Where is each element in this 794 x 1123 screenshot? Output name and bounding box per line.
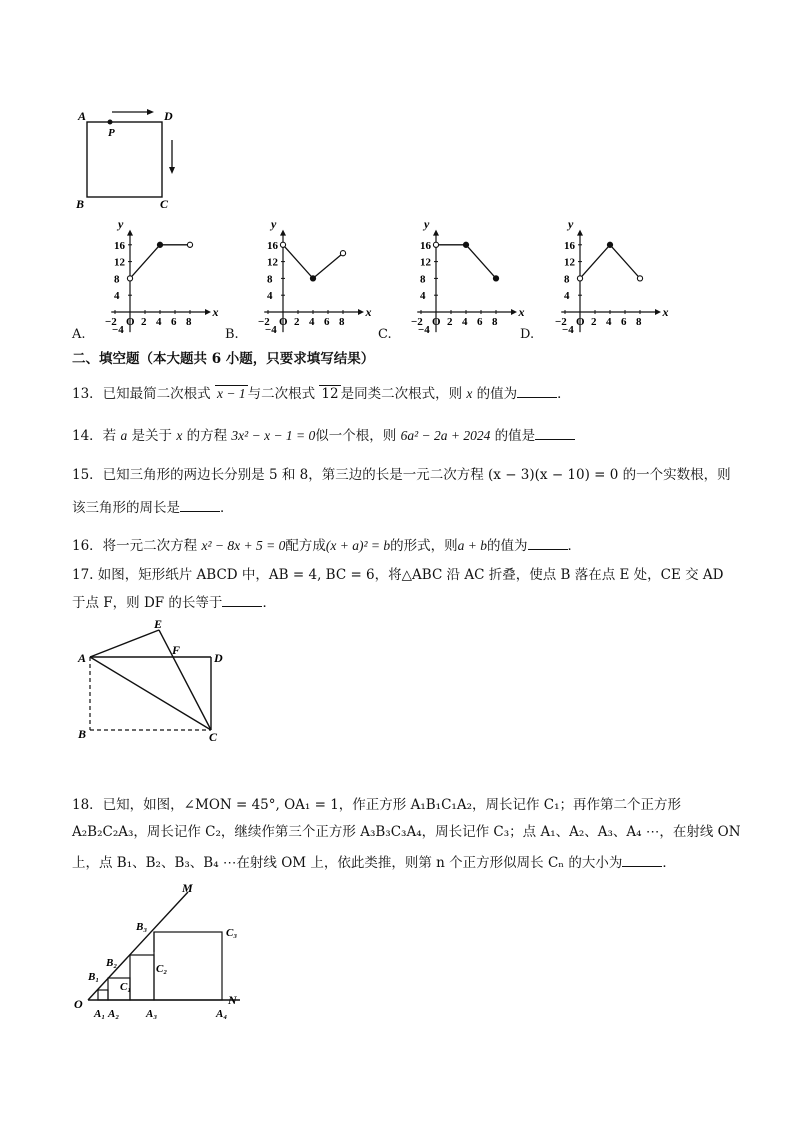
y-tick-label-4: 4 [420, 290, 426, 303]
graph-d [532, 217, 669, 337]
x-tick-label-0: −2 [555, 316, 567, 328]
series-line-c [436, 245, 496, 279]
series-line-a [130, 245, 190, 279]
x-axis-label: x [365, 305, 372, 319]
x-tick-label-2: 2 [591, 316, 597, 328]
y-tick-label-8: 8 [420, 273, 426, 286]
x-tick-label-4: 6 [621, 316, 627, 328]
data-point-b-2 [340, 251, 345, 256]
question-13: 13．已知最简二次根式 x − 1 与二次根式 12 是同类二次根式，则 x 的值为 ． [72, 383, 571, 404]
y-tick-label-12: 12 [267, 256, 278, 269]
x-tick-label-4: 6 [171, 316, 177, 328]
label-A: A [78, 109, 87, 123]
svg-text:A₃: A₃ [146, 1008, 158, 1020]
question-18-line3: 上，点 B₁、B₂、B₃、B₄ ⋯在射线 OM 上，依此类推，则第 n 个正方形似周长 Cₙ 的大小为 ． [72, 852, 676, 873]
x-tick-label-1: O [432, 316, 441, 328]
answer-blank-17 [222, 592, 262, 607]
y-tick-label-16: 16 [564, 239, 575, 252]
rectangle-fold-figure [72, 617, 232, 745]
y-tick-label-neg4: −4 [265, 323, 277, 336]
data-point-c-0 [433, 242, 438, 247]
y-tick-label-8: 8 [114, 273, 120, 286]
label-B: B [76, 197, 85, 211]
answer-blank-18 [622, 852, 662, 867]
x-axis-label: x [212, 305, 219, 319]
y-tick-label-16: 16 [420, 239, 431, 252]
y-axis-label: y [568, 217, 574, 231]
question-17-line2: 于点 F，则 DF 的长等于 ． [72, 592, 276, 613]
y-tick-label-neg4: −4 [418, 323, 430, 336]
y-tick-label-4: 4 [564, 290, 570, 303]
svg-text:C₁: C₁ [120, 981, 132, 993]
x-tick-label-5: 8 [636, 316, 642, 328]
y-tick-label-16: 16 [114, 239, 125, 252]
svg-text:C₂: C₂ [156, 963, 168, 975]
data-point-b-1 [310, 276, 315, 281]
data-point-c-1 [463, 242, 468, 247]
x-tick-label-3: 4 [462, 316, 468, 328]
option-label-b: B. [225, 327, 239, 342]
y-tick-label-16: 16 [267, 239, 278, 252]
y-tick-label-neg4: −4 [112, 323, 124, 336]
question-15-line1: 15．已知三角形的两边长分别是 5 和 8，第三边的长是一元二次方程 (x − 3)(x − 10) = 0 的一个实数根，则 [72, 467, 731, 483]
svg-text:B₃: B₃ [136, 921, 148, 933]
x-axis-label: x [662, 305, 669, 319]
x-axis-label: x [518, 305, 525, 319]
squares-angle-figure [70, 880, 260, 1025]
x-tick-label-4: 6 [324, 316, 330, 328]
data-point-d-0 [577, 276, 582, 281]
graph-c [388, 217, 525, 337]
answer-blank-14 [535, 425, 575, 440]
y-tick-label-8: 8 [267, 273, 273, 286]
x-tick-label-2: 2 [294, 316, 300, 328]
graph-b [235, 217, 372, 337]
data-point-a-0 [127, 276, 132, 281]
svg-text:E: E [154, 617, 163, 631]
y-tick-label-12: 12 [420, 256, 431, 269]
y-tick-label-12: 12 [114, 256, 125, 269]
series-line-d [580, 245, 640, 279]
data-point-b-0 [280, 242, 285, 247]
radical-1: x − 1 [216, 386, 246, 401]
answer-blank-16 [528, 535, 568, 550]
y-axis-arrow [433, 230, 439, 236]
label-D: D [164, 109, 173, 123]
svg-text:C₃: C₃ [226, 927, 238, 939]
y-tick-label-4: 4 [267, 290, 273, 303]
answer-blank-15 [180, 497, 220, 512]
option-label-a: A. [72, 327, 86, 342]
question-14: 14．若 a 是关于 x 的方程 3x² − x − 1 = 0似一个根，则 6a² − 2a + 2024 的值是 [72, 425, 575, 446]
series-line-b [283, 245, 343, 279]
svg-text:B₂: B₂ [106, 957, 118, 969]
svg-text:A₂: A₂ [108, 1008, 120, 1020]
question-16: 16．将一元二次方程 x² − 8x + 5 = 0配方成(x + a)² = b的形式，则a + b的值为 ． [72, 535, 581, 556]
y-tick-label-8: 8 [564, 273, 570, 286]
y-tick-label-4: 4 [114, 290, 120, 303]
section-title: 二、填空题（本大题共 6 小题，只要求填写结果） [72, 351, 375, 367]
x-tick-label-3: 4 [606, 316, 612, 328]
x-tick-label-1: O [576, 316, 585, 328]
x-tick-label-0: −2 [105, 316, 117, 328]
svg-text:A₄: A₄ [216, 1008, 228, 1020]
svg-text:M: M [182, 881, 193, 895]
x-tick-label-3: 4 [309, 316, 315, 328]
question-18-line1: 18．已知，如图，∠MON = 45°, OA₁ = 1，作正方形 A₁B₁C₁A₂，周长记作 C₁；再作第二个正方形 [72, 797, 682, 813]
question-18-line2: A₂B₂C₂A₃，周长记作 C₂，继续作第三个正方形 A₃B₃C₃A₄，周长记作 C₃；点 A₁、A₂、A₃、A₄ ⋯，在射线 ON [72, 824, 741, 840]
answer-blank-13 [517, 383, 557, 398]
y-tick-label-12: 12 [564, 256, 575, 269]
x-tick-label-5: 8 [339, 316, 345, 328]
svg-text:O: O [74, 997, 83, 1011]
y-axis-label: y [118, 217, 124, 231]
x-tick-label-2: 2 [141, 316, 147, 328]
y-axis-label: y [271, 217, 277, 231]
data-point-d-2 [637, 276, 642, 281]
svg-text:A₁: A₁ [94, 1008, 106, 1020]
svg-text:B₁: B₁ [88, 971, 100, 983]
svg-text:N: N [228, 993, 237, 1007]
x-axis-arrow [358, 309, 364, 315]
x-tick-label-3: 4 [156, 316, 162, 328]
x-tick-label-0: −2 [411, 316, 423, 328]
option-label-d: D. [520, 327, 535, 342]
question-15-line2: 该三角形的周长是 ． [72, 497, 234, 518]
y-axis-arrow [127, 230, 133, 236]
data-point-d-1 [607, 242, 612, 247]
x-tick-label-0: −2 [258, 316, 270, 328]
svg-text:F: F [172, 643, 181, 657]
radical-2: 12 [321, 386, 339, 402]
svg-text:C: C [209, 730, 218, 744]
x-axis-arrow [205, 309, 211, 315]
question-17-line1: 17. 如图，矩形纸片 ABCD 中，AB = 4, BC = 6，将△ABC 沿 AC 折叠，使点 B 落在点 E 处，CE 交 AD [72, 567, 724, 583]
data-point-a-1 [157, 242, 162, 247]
x-axis-arrow [511, 309, 517, 315]
x-tick-label-1: O [279, 316, 288, 328]
x-tick-label-4: 6 [477, 316, 483, 328]
x-axis-arrow [655, 309, 661, 315]
option-label-c: C. [378, 327, 392, 342]
data-point-c-2 [493, 276, 498, 281]
x-tick-label-5: 8 [186, 316, 192, 328]
svg-text:A: A [78, 651, 87, 665]
graph-a [82, 217, 219, 337]
data-point-a-2 [187, 242, 192, 247]
label-C: C [160, 197, 169, 211]
y-tick-label-neg4: −4 [562, 323, 574, 336]
svg-text:D: D [214, 651, 223, 665]
x-tick-label-2: 2 [447, 316, 453, 328]
y-axis-label: y [424, 217, 430, 231]
y-axis-arrow [280, 230, 286, 236]
square-figure [70, 100, 200, 215]
label-P: P [108, 127, 115, 139]
y-axis-arrow [577, 230, 583, 236]
x-tick-label-1: O [126, 316, 135, 328]
x-tick-label-5: 8 [492, 316, 498, 328]
svg-text:B: B [78, 727, 87, 741]
